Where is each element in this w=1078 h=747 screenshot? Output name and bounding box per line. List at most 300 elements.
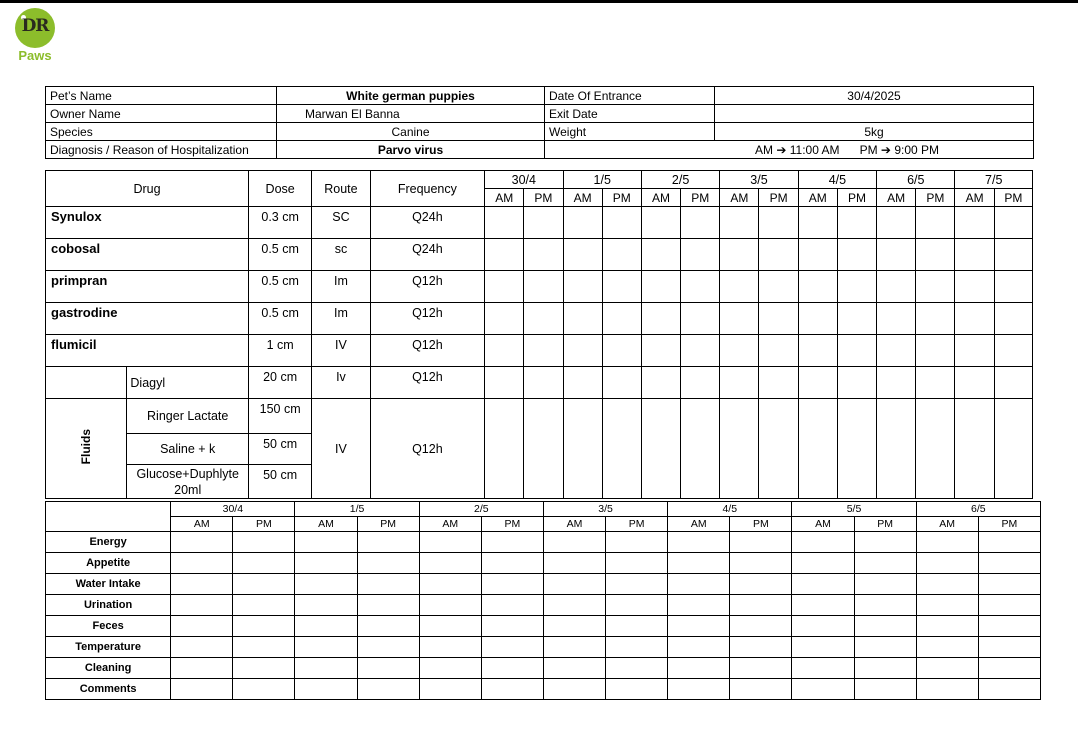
dose-check-cell[interactable] [485, 207, 524, 239]
drug-frequency: Q12h [370, 271, 485, 303]
dose-check-cell[interactable] [798, 239, 837, 271]
dose-check-cell[interactable] [641, 239, 680, 271]
monitoring-cell[interactable] [854, 553, 916, 574]
dose-check-cell[interactable] [916, 335, 955, 367]
dose-check-cell[interactable] [720, 399, 759, 499]
dose-check-cell[interactable] [916, 399, 955, 499]
monitoring-cell[interactable] [668, 658, 730, 679]
logo-paws-text: Paws [18, 48, 52, 63]
dose-check-cell[interactable] [524, 271, 563, 303]
dose-check-cell[interactable] [563, 399, 602, 499]
monitoring-row [46, 658, 1041, 679]
dose-check-cell[interactable] [798, 399, 837, 499]
monitoring-cell[interactable] [481, 679, 543, 700]
monitoring-cell[interactable] [730, 679, 792, 700]
monitoring-cell[interactable] [419, 532, 481, 553]
dose-check-cell[interactable] [524, 239, 563, 271]
monitoring-cell[interactable] [792, 637, 854, 658]
monitoring-cell[interactable] [854, 574, 916, 595]
dose-check-cell[interactable] [955, 399, 994, 499]
monitoring-cell[interactable] [481, 532, 543, 553]
monitoring-date-header: 1/5 [295, 502, 419, 517]
monitoring-cell[interactable] [295, 595, 357, 616]
am-header: AM [485, 189, 524, 207]
date-header: 4/5 [798, 171, 876, 189]
drug-header-row [46, 171, 1033, 189]
pm-header: PM [524, 189, 563, 207]
dose-check-cell[interactable] [798, 335, 837, 367]
monitoring-cell[interactable] [171, 637, 233, 658]
dose-check-cell[interactable] [485, 271, 524, 303]
pet-name-label: Pet’s Name [46, 87, 277, 105]
monitoring-cell[interactable] [668, 532, 730, 553]
monitoring-cell[interactable] [481, 637, 543, 658]
monitoring-cell[interactable] [978, 658, 1040, 679]
dose-check-cell[interactable] [681, 271, 720, 303]
am-header: AM [419, 517, 481, 532]
monitoring-cell[interactable] [668, 679, 730, 700]
dose-check-cell[interactable] [759, 303, 798, 335]
monitoring-cell[interactable] [295, 616, 357, 637]
monitoring-cell[interactable] [295, 658, 357, 679]
dose-check-cell[interactable] [759, 399, 798, 499]
logo-dr-text: DR [21, 16, 49, 36]
monitoring-cell[interactable] [916, 532, 978, 553]
monitoring-cell[interactable] [606, 595, 668, 616]
monitoring-cell[interactable] [357, 553, 419, 574]
monitoring-cell[interactable] [419, 616, 481, 637]
monitoring-cell[interactable] [295, 574, 357, 595]
dose-check-cell[interactable] [720, 271, 759, 303]
monitoring-cell[interactable] [543, 553, 605, 574]
monitoring-cell[interactable] [916, 637, 978, 658]
drug-dose: 0.5 cm [248, 239, 311, 271]
monitoring-cell[interactable] [606, 616, 668, 637]
dose-check-cell[interactable] [602, 239, 641, 271]
dose-check-cell[interactable] [955, 207, 994, 239]
dose-check-cell[interactable] [994, 207, 1032, 239]
pm-time: 9:00 PM [894, 142, 940, 157]
dose-check-cell[interactable] [994, 271, 1032, 303]
dose-check-cell[interactable] [641, 271, 680, 303]
drug-route: sc [312, 239, 370, 271]
am-header: AM [171, 517, 233, 532]
dose-check-cell[interactable] [641, 367, 680, 399]
drug-frequency: Q24h [370, 207, 485, 239]
drug-route: SC [312, 207, 370, 239]
monitoring-cell[interactable] [606, 658, 668, 679]
monitoring-cell[interactable] [606, 574, 668, 595]
dose-check-cell[interactable] [837, 239, 876, 271]
monitoring-cell[interactable] [357, 595, 419, 616]
dose-check-cell[interactable] [955, 303, 994, 335]
dose-check-cell[interactable] [485, 239, 524, 271]
dose-check-cell[interactable] [877, 303, 916, 335]
monitoring-cell[interactable] [792, 658, 854, 679]
monitoring-cell[interactable] [978, 532, 1040, 553]
monitoring-cell[interactable] [606, 532, 668, 553]
pm-header: PM [854, 517, 916, 532]
monitoring-cell[interactable] [668, 595, 730, 616]
monitoring-cell[interactable] [668, 616, 730, 637]
monitoring-cell[interactable] [606, 553, 668, 574]
monitoring-cell[interactable] [730, 616, 792, 637]
dose-check-cell[interactable] [641, 303, 680, 335]
drug-dose: 20 cm [248, 367, 311, 399]
monitoring-cell[interactable] [543, 595, 605, 616]
monitoring-date-header: 6/5 [916, 502, 1040, 517]
dose-check-cell[interactable] [641, 335, 680, 367]
top-border [0, 0, 1078, 3]
dose-check-cell[interactable] [798, 207, 837, 239]
monitoring-cell[interactable] [233, 679, 295, 700]
monitoring-cell[interactable] [419, 658, 481, 679]
monitoring-cell[interactable] [730, 553, 792, 574]
dose-check-cell[interactable] [563, 335, 602, 367]
pm-header: PM [602, 189, 641, 207]
monitoring-cell[interactable] [792, 616, 854, 637]
dose-check-cell[interactable] [563, 239, 602, 271]
dose-check-cell[interactable] [916, 207, 955, 239]
dose-check-cell[interactable] [602, 335, 641, 367]
dose-check-cell[interactable] [877, 207, 916, 239]
dose-check-cell[interactable] [641, 399, 680, 499]
patient-info-table [45, 86, 1034, 159]
dose-check-cell[interactable] [720, 303, 759, 335]
monitoring-cell[interactable] [171, 574, 233, 595]
am-time: 11:00 AM [789, 142, 840, 157]
monitoring-cell[interactable] [916, 574, 978, 595]
monitoring-cell[interactable] [606, 637, 668, 658]
am-header: AM [563, 189, 602, 207]
exit-date-label: Exit Date [545, 105, 715, 123]
dose-check-cell[interactable] [602, 207, 641, 239]
monitoring-cell[interactable] [668, 574, 730, 595]
dose-check-cell[interactable] [916, 303, 955, 335]
monitoring-cell[interactable] [171, 595, 233, 616]
monitoring-cell[interactable] [916, 679, 978, 700]
monitoring-cell[interactable] [543, 679, 605, 700]
monitoring-row [46, 637, 1041, 658]
dose-check-cell[interactable] [994, 303, 1032, 335]
dose-check-cell[interactable] [798, 271, 837, 303]
monitoring-ampm-row [46, 517, 1041, 532]
monitoring-param-label: Energy [46, 532, 171, 553]
monitoring-cell[interactable] [978, 637, 1040, 658]
dose-check-cell[interactable] [602, 399, 641, 499]
dose-check-cell[interactable] [837, 335, 876, 367]
monitoring-cell[interactable] [419, 595, 481, 616]
drug-dose: 1 cm [248, 335, 311, 367]
dose-check-cell[interactable] [681, 207, 720, 239]
diagnosis-value: Parvo virus [277, 141, 545, 159]
monitoring-cell[interactable] [978, 679, 1040, 700]
monitoring-cell[interactable] [854, 637, 916, 658]
monitoring-cell[interactable] [357, 658, 419, 679]
monitoring-cell[interactable] [171, 553, 233, 574]
monitoring-param-label: Feces [46, 616, 171, 637]
dose-check-cell[interactable] [837, 271, 876, 303]
dose-check-cell[interactable] [837, 303, 876, 335]
drug-route: Im [312, 271, 370, 303]
dose-check-cell[interactable] [681, 335, 720, 367]
dose-check-cell[interactable] [759, 335, 798, 367]
dose-check-cell[interactable] [485, 303, 524, 335]
pm-header: PM [357, 517, 419, 532]
monitoring-cell[interactable] [233, 553, 295, 574]
monitoring-cell[interactable] [233, 532, 295, 553]
monitoring-table [45, 501, 1041, 700]
monitoring-cell[interactable] [481, 595, 543, 616]
dose-check-cell[interactable] [524, 207, 563, 239]
fluid-route: IV [312, 399, 370, 499]
monitoring-param-label: Comments [46, 679, 171, 700]
pm-header: PM [994, 189, 1032, 207]
monitoring-cell[interactable] [792, 595, 854, 616]
dose-check-cell[interactable] [485, 399, 524, 499]
monitoring-cell[interactable] [916, 616, 978, 637]
am-header: AM [792, 517, 854, 532]
monitoring-cell[interactable] [171, 616, 233, 637]
dose-check-cell[interactable] [759, 239, 798, 271]
dose-check-cell[interactable] [720, 239, 759, 271]
dose-check-cell[interactable] [681, 303, 720, 335]
dose-check-cell[interactable] [798, 303, 837, 335]
am-header: AM [916, 517, 978, 532]
dose-check-cell[interactable] [485, 335, 524, 367]
dose-check-cell[interactable] [798, 367, 837, 399]
dose-check-cell[interactable] [877, 239, 916, 271]
info-row [46, 123, 1034, 141]
monitoring-cell[interactable] [730, 595, 792, 616]
dose-check-cell[interactable] [759, 271, 798, 303]
fluid-dose: 50 cm [248, 434, 311, 465]
pm-label: PM [859, 142, 878, 157]
monitoring-cell[interactable] [543, 658, 605, 679]
dose-check-cell[interactable] [877, 399, 916, 499]
drug-row [46, 207, 1033, 239]
monitoring-cell[interactable] [978, 553, 1040, 574]
monitoring-cell[interactable] [481, 553, 543, 574]
weight-value: 5kg [715, 123, 1034, 141]
fluids-label-cell [46, 399, 127, 499]
monitoring-param-label: Appetite [46, 553, 171, 574]
pm-header: PM [730, 517, 792, 532]
dose-check-cell[interactable] [720, 207, 759, 239]
pm-header: PM [481, 517, 543, 532]
monitoring-cell[interactable] [481, 616, 543, 637]
pet-name-value: White german puppies [277, 87, 545, 105]
pm-header: PM [837, 189, 876, 207]
drug-frequency: Q12h [370, 303, 485, 335]
monitoring-param-label: Cleaning [46, 658, 171, 679]
dose-check-cell[interactable] [877, 367, 916, 399]
dose-check-cell[interactable] [681, 239, 720, 271]
monitoring-date-header: 5/5 [792, 502, 916, 517]
drug-route: IV [312, 335, 370, 367]
monitoring-cell[interactable] [295, 553, 357, 574]
dose-check-cell[interactable] [563, 367, 602, 399]
monitoring-cell[interactable] [916, 658, 978, 679]
dose-check-cell[interactable] [955, 271, 994, 303]
weight-label: Weight [545, 123, 715, 141]
monitoring-date-header: 3/5 [543, 502, 667, 517]
monitoring-cell[interactable] [792, 532, 854, 553]
monitoring-cell[interactable] [419, 553, 481, 574]
monitoring-cell[interactable] [419, 574, 481, 595]
dose-check-cell[interactable] [837, 207, 876, 239]
drug-name: Diagyl [127, 367, 249, 399]
drug-route: Im [312, 303, 370, 335]
fluid-name: Ringer Lactate [127, 399, 249, 434]
info-row [46, 105, 1034, 123]
monitoring-cell[interactable] [295, 532, 357, 553]
dose-check-cell[interactable] [916, 367, 955, 399]
monitoring-cell[interactable] [171, 658, 233, 679]
am-header: AM [798, 189, 837, 207]
monitoring-cell[interactable] [543, 532, 605, 553]
monitoring-cell[interactable] [854, 532, 916, 553]
monitoring-cell[interactable] [730, 574, 792, 595]
monitoring-cell[interactable] [978, 595, 1040, 616]
pm-header: PM [233, 517, 295, 532]
monitoring-cell[interactable] [295, 679, 357, 700]
fluid-name: Saline + k [127, 434, 249, 465]
diagnosis-label: Diagnosis / Reason of Hospitalization [46, 141, 277, 159]
drug-name: Synulox [46, 207, 249, 239]
dose-check-cell[interactable] [524, 367, 563, 399]
dose-check-cell[interactable] [563, 207, 602, 239]
fluid-frequency: Q12h [370, 399, 485, 499]
monitoring-cell[interactable] [854, 658, 916, 679]
fluid-row [46, 399, 1033, 434]
drug-name: gastrodine [46, 303, 249, 335]
monitoring-cell[interactable] [854, 679, 916, 700]
monitoring-cell[interactable] [978, 616, 1040, 637]
monitoring-cell[interactable] [233, 574, 295, 595]
dose-check-cell[interactable] [563, 303, 602, 335]
dose-check-cell[interactable] [641, 207, 680, 239]
monitoring-row [46, 532, 1041, 553]
monitoring-cell[interactable] [792, 553, 854, 574]
monitoring-row [46, 553, 1041, 574]
dose-check-cell[interactable] [916, 271, 955, 303]
dose-check-cell[interactable] [524, 399, 563, 499]
dose-check-cell[interactable] [955, 239, 994, 271]
dose-check-cell[interactable] [994, 239, 1032, 271]
monitoring-cell[interactable] [916, 553, 978, 574]
arrow-right-icon: ➔ [880, 142, 891, 157]
drug-dose: 0.5 cm [248, 303, 311, 335]
monitoring-date-header: 30/4 [171, 502, 295, 517]
owner-name-value [277, 105, 545, 123]
dose-check-cell[interactable] [916, 239, 955, 271]
dose-check-cell[interactable] [877, 335, 916, 367]
dose-check-cell[interactable] [955, 367, 994, 399]
info-row [46, 141, 1034, 159]
monitoring-cell[interactable] [357, 679, 419, 700]
dose-check-cell[interactable] [602, 303, 641, 335]
date-header: 2/5 [641, 171, 719, 189]
monitoring-cell[interactable] [730, 637, 792, 658]
monitoring-cell[interactable] [171, 532, 233, 553]
monitoring-cell[interactable] [419, 679, 481, 700]
dose-check-cell[interactable] [602, 367, 641, 399]
drug-dose: 0.3 cm [248, 207, 311, 239]
monitoring-cell[interactable] [233, 616, 295, 637]
monitoring-cell[interactable] [481, 574, 543, 595]
dose-check-cell[interactable] [955, 335, 994, 367]
monitoring-cell[interactable] [730, 532, 792, 553]
drug-row [46, 303, 1033, 335]
monitoring-cell[interactable] [357, 616, 419, 637]
monitoring-cell[interactable] [606, 679, 668, 700]
dose-check-cell[interactable] [994, 367, 1032, 399]
monitoring-cell[interactable] [171, 679, 233, 700]
monitoring-cell[interactable] [978, 574, 1040, 595]
dose-check-cell[interactable] [720, 367, 759, 399]
monitoring-cell[interactable] [854, 595, 916, 616]
drug-row-diagyl [46, 367, 1033, 399]
monitoring-cell[interactable] [233, 637, 295, 658]
date-header: 7/5 [955, 171, 1033, 189]
monitoring-cell[interactable] [792, 574, 854, 595]
monitoring-cell[interactable] [357, 637, 419, 658]
monitoring-cell[interactable] [543, 637, 605, 658]
monitoring-cell[interactable] [419, 637, 481, 658]
dose-check-cell[interactable] [837, 399, 876, 499]
monitoring-cell[interactable] [668, 637, 730, 658]
monitoring-cell[interactable] [481, 658, 543, 679]
dose-check-cell[interactable] [759, 207, 798, 239]
species-label: Species [46, 123, 277, 141]
dose-check-cell[interactable] [524, 303, 563, 335]
monitoring-row [46, 574, 1041, 595]
monitoring-cell[interactable] [730, 658, 792, 679]
monitoring-cell[interactable] [233, 595, 295, 616]
dose-check-cell[interactable] [524, 335, 563, 367]
date-header: 3/5 [720, 171, 798, 189]
dose-check-cell[interactable] [759, 367, 798, 399]
dose-check-cell[interactable] [563, 271, 602, 303]
dose-check-cell[interactable] [602, 271, 641, 303]
dose-check-cell[interactable] [994, 335, 1032, 367]
monitoring-cell[interactable] [668, 553, 730, 574]
entrance-date-label: Date Of Entrance [545, 87, 715, 105]
monitoring-cell[interactable] [543, 616, 605, 637]
monitoring-cell[interactable] [233, 658, 295, 679]
drug-frequency: Q24h [370, 239, 485, 271]
dose-check-cell[interactable] [837, 367, 876, 399]
drug-table [45, 170, 1033, 499]
dose-check-cell[interactable] [994, 399, 1032, 499]
dose-check-cell[interactable] [681, 367, 720, 399]
species-value: Canine [277, 123, 545, 141]
monitoring-cell[interactable] [295, 637, 357, 658]
dose-check-cell[interactable] [720, 335, 759, 367]
monitoring-cell[interactable] [357, 574, 419, 595]
monitoring-cell[interactable] [854, 616, 916, 637]
owner-name-text: Marwan El Banna [305, 106, 400, 121]
monitoring-cell[interactable] [792, 679, 854, 700]
monitoring-cell[interactable] [543, 574, 605, 595]
dose-check-cell[interactable] [485, 367, 524, 399]
monitoring-cell[interactable] [357, 532, 419, 553]
dose-check-cell[interactable] [877, 271, 916, 303]
dose-check-cell[interactable] [681, 399, 720, 499]
monitoring-cell[interactable] [916, 595, 978, 616]
am-header: AM [955, 189, 994, 207]
